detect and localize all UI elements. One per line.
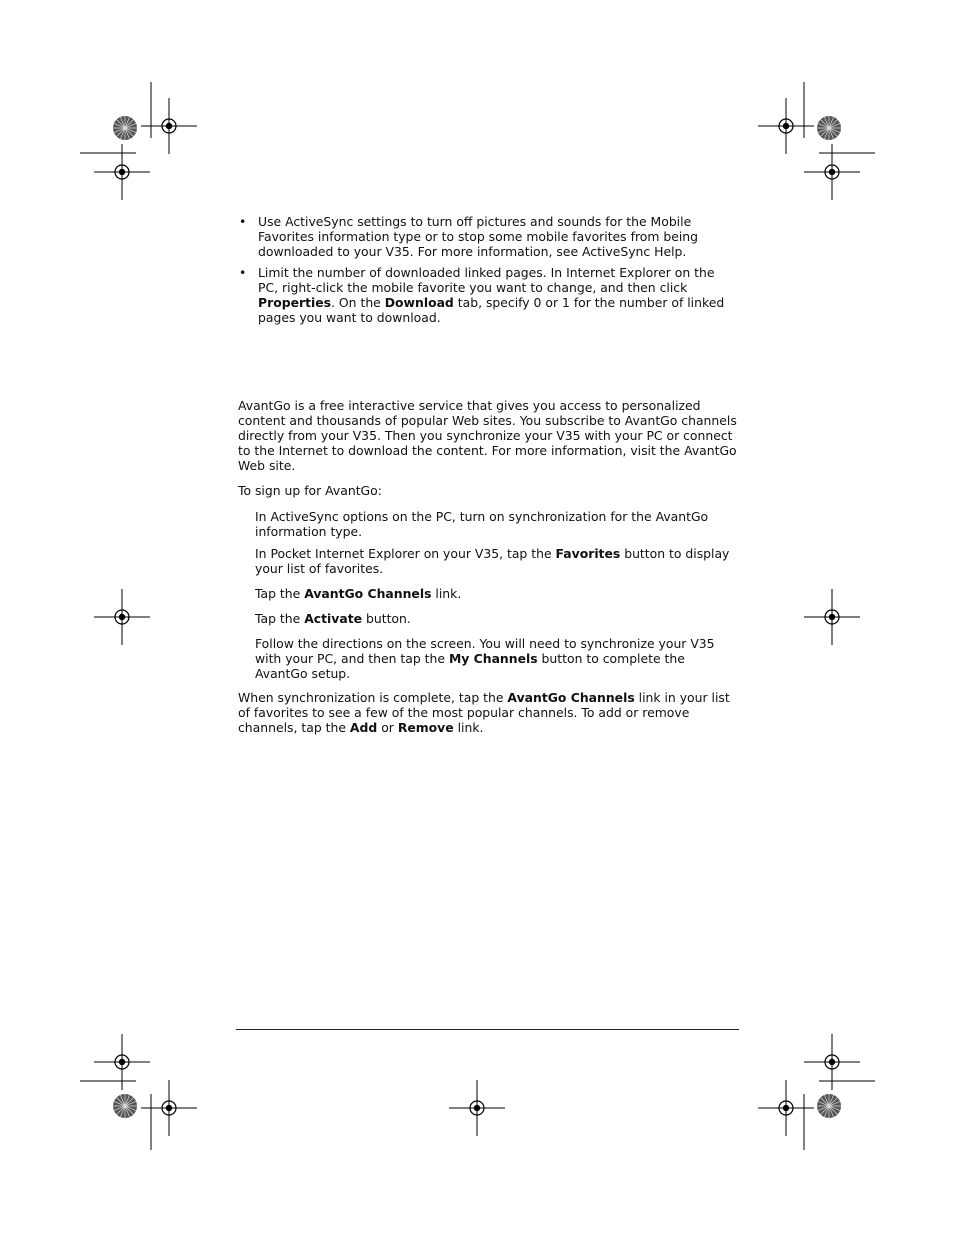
- registration-crosshair-icon: [804, 589, 860, 645]
- ui-term: Favorites: [555, 546, 621, 561]
- registration-crosshair-icon: [94, 589, 150, 645]
- step-item: Tap the AvantGo Channels link.: [255, 586, 462, 601]
- registration-crosshair-icon: [141, 98, 197, 154]
- bullet-glyph: •: [239, 265, 247, 280]
- ui-term: Add: [349, 720, 378, 735]
- step-item: Tap the Activate button.: [255, 611, 411, 626]
- step-item: Follow the directions on the screen. You will need to synchronize your V35 with your PC, and then tap the My Channels button to complete the AvantGo setup.: [255, 636, 715, 681]
- registration-crosshair-icon: [804, 144, 860, 200]
- step-item: In Pocket Internet Explorer on your V35, tap the Favorites button to display your list of favorites.: [255, 546, 730, 576]
- star-target-icon: [817, 116, 841, 140]
- bullet-item: [238, 214, 738, 259]
- ui-term: Remove: [397, 720, 454, 735]
- bullet-item: [238, 265, 738, 325]
- step-item: In ActiveSync options on the PC, turn on synchronization for the AvantGo information type.: [255, 509, 709, 539]
- star-target-icon: [113, 116, 137, 140]
- bullet-glyph: •: [239, 214, 247, 229]
- bullet-text: Use ActiveSync settings to turn off pictures and sounds for the Mobile Favorites information type or to stop some mobile favorites from being downloaded to your V35. For more information, see ActiveSync Help.: [258, 214, 698, 259]
- ui-term-properties: Properties: [258, 295, 332, 310]
- ui-term: Activate: [304, 611, 363, 626]
- registration-crosshair-icon: [449, 1080, 505, 1136]
- registration-crosshair-icon: [141, 1080, 197, 1136]
- registration-crosshair-icon: [94, 144, 150, 200]
- registration-crosshair-icon: [804, 1034, 860, 1090]
- footer-rule: [236, 1029, 739, 1030]
- intro-paragraph: AvantGo is a free interactive service that gives you access to personalized content and thousands of popular Web sites. You subscribe to AvantGo channels directly from your V35. Then you synchronize your V35 with your PC or connect to the Internet to download the content. For more information, visit the AvantGo Web site.: [238, 398, 737, 473]
- closing-paragraph: When synchronization is complete, tap the AvantGo Channels link in your list of favorites to see a few of the most popular channels. To add or remove channels, tap the Add or Remove link.: [238, 690, 730, 735]
- star-target-icon: [817, 1094, 841, 1118]
- signup-heading: To sign up for AvantGo:: [238, 483, 382, 498]
- bullet-text: Limit the number of downloaded linked pages. In Internet Explorer on the PC, right-click the mobile favorite you want to change, and then click Properties. On the Download tab, specify 0 or 1 for the number of linked pages you want to download.: [258, 265, 725, 325]
- ui-term-download: Download: [384, 295, 454, 310]
- ui-term: My Channels: [448, 651, 538, 666]
- registration-crosshair-icon: [94, 1034, 150, 1090]
- page-body: [238, 214, 738, 735]
- ui-term: AvantGo Channels: [304, 586, 432, 601]
- ui-term: AvantGo Channels: [507, 690, 635, 705]
- registration-crosshair-icon: [758, 1080, 814, 1136]
- registration-crosshair-icon: [758, 98, 814, 154]
- star-target-icon: [113, 1094, 137, 1118]
